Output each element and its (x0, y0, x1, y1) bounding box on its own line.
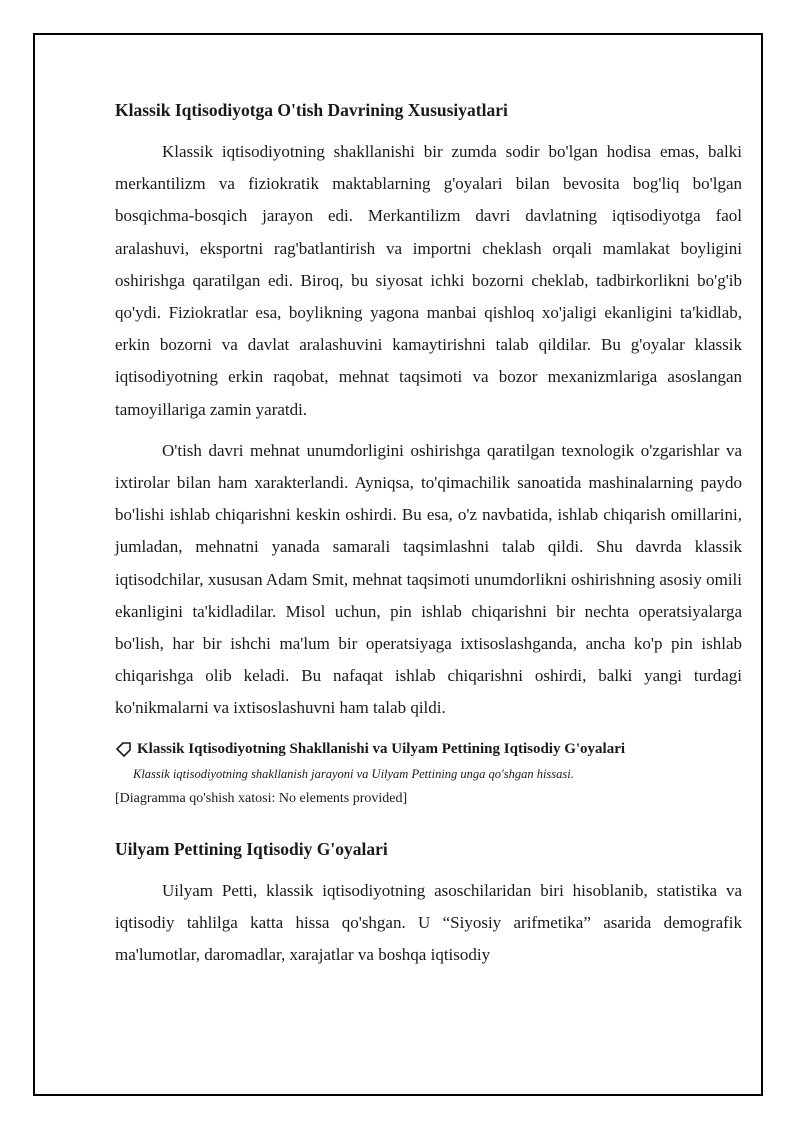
section-heading: Uilyam Pettining Iqtisodiy G'oyalari (115, 838, 388, 859)
paragraph: O'tish davri mehnat unumdorligini oshirishga qaratilgan texnologik o'zgarishlar va ixtirolar bilan ham xarakterlandi. Ayniqsa, to'qimachilik sanoatida mashinalarning paydo bo'lishi ishlab chiqarishni keskin oshirdi. Bu esa, o'z navbatida, ishlab chiqarish omillarini, jumladan, mehnatni yanada samarali taqsimlashni talab qildi. Shu davrda klassik iqtisodchilar, xususan Adam Smit, mehnat taqsimoti unumdorlikni oshirishning asosiy omili ekanligini ta'kidladilar. Misol uchun, pin ishlab chiqarishni bir nechta operatsiyalarga bo'lish, har bir ishchi ma'lum bir operatsiyaga ixtisoslashganda, ancha ko'p pin ishlab chiqarishga olib keladi. Bu nafaqat ishlab chiqarishni oshirdi, balki yangi turdagi ko'nikmalarni va ixtisoslashuvni ham talab qildi. (115, 440, 742, 718)
diagram-block (115, 739, 742, 809)
document-body (115, 98, 742, 971)
diagram-error-message: [Diagramma qo'shish xatosi: No elements provided] (115, 790, 408, 806)
paragraph: Uilyam Petti, klassik iqtisodiyotning asoschilaridan biri hisoblanib, statistika va iqtisodiy tahlilga katta hissa qo'shgan. U “Siyosiy arifmetika” asarida demografik ma'lumotlar, daromadlar, xarajatlar va boshqa iqtisodiy (115, 880, 742, 965)
diagram-caption: Klassik iqtisodiyotning shakllanish jarayoni va Uilyam Pettining unga qo'shgan hissasi. (133, 766, 574, 781)
section-heading: Klassik Iqtisodiyotga O'tish Davrining Xususiyatlari (115, 100, 508, 120)
diamond-outline-icon (115, 740, 132, 757)
paragraph: Klassik iqtisodiyotning shakllanishi bir zumda sodir bo'lgan hodisa emas, balki merkantilizm va fiziokratik maktablarning g'oyalari bilan bevosita bog'liq bo'lgan bosqichma-bosqich jarayon edi. Merkantilizm davri davlatning iqtisodiyotga faol aralashuvi, eksportni rag'batlantirish va importni cheklash orqali mamlakat boyligini oshirishga qaratilgan edi. Biroq, bu siyosat ichki bozorni cheklab, tadbirkorlikni bo'g'ib qo'ydi. Fiziokratlar esa, boylikning yagona manbai qishloq xo'jaligi ekanligini ta'kidlab, erkin bozorni va davlat aralashuvini kamaytirishni talab qildilar. Bu g'oyalar klassik iqtisodiyotning erkin raqobat, mehnat taqsimoti va bozor mexanizmlariga asoslangan tamoyillariga zamin yaratdi. (115, 142, 742, 419)
diagram-title: Klassik Iqtisodiyotning Shakllanishi va Uilyam Pettining Iqtisodiy G'oyalari (137, 740, 626, 757)
diagram-title-row (115, 739, 742, 759)
